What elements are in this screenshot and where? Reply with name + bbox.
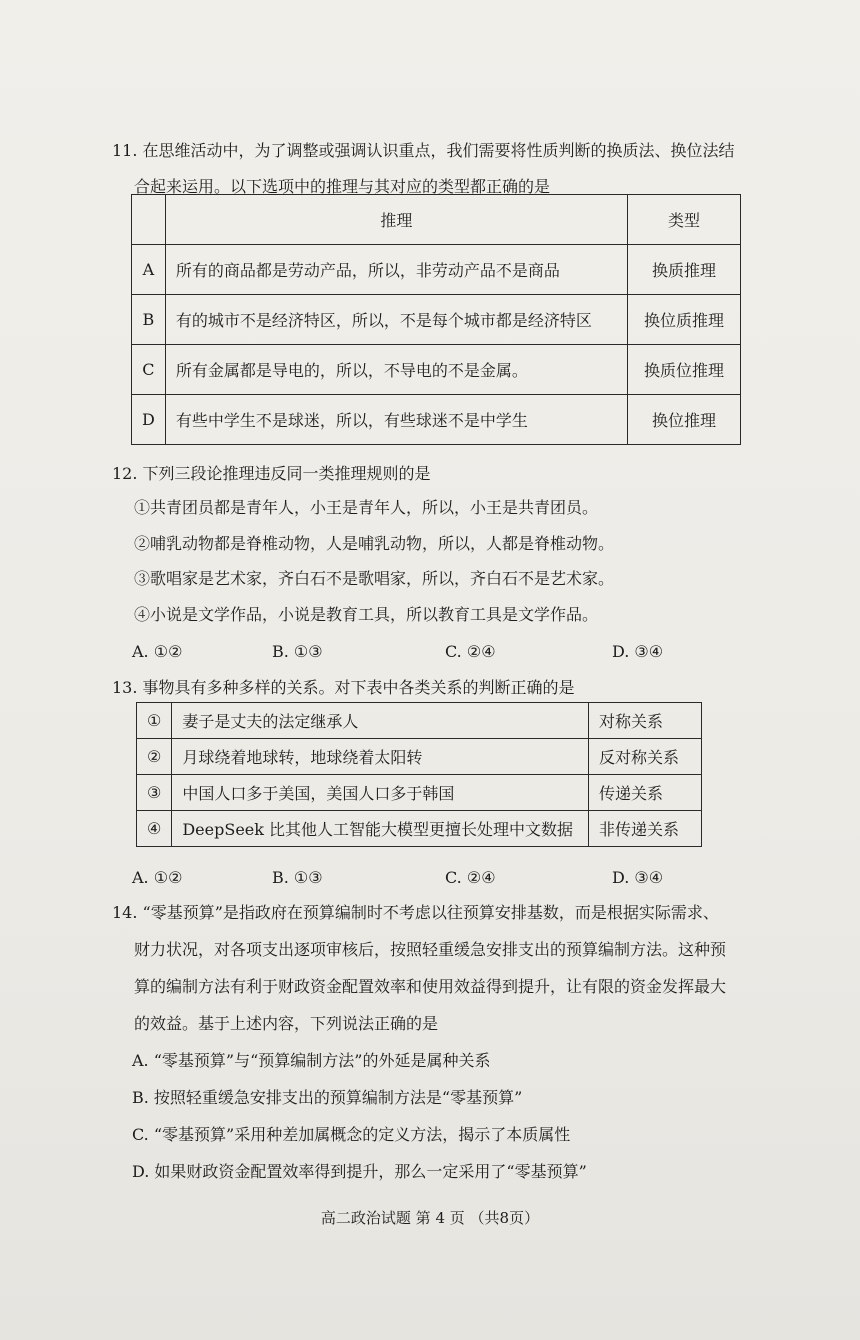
row-label: A: [132, 245, 166, 295]
row-content: 月球绕着地球转，地球绕着太阳转: [172, 739, 589, 775]
row-label: D: [132, 395, 166, 445]
q14-stem-line4: 的效益。基于上述内容，下列说法正确的是: [134, 1014, 439, 1033]
row-label: B: [132, 295, 166, 345]
q13-stem: 13. 事物具有多种多样的关系。对下表中各类关系的判断正确的是: [112, 678, 575, 697]
row-reasoning: 所有金属都是导电的，所以，不导电的不是金属。: [165, 345, 627, 395]
row-type: 换质推理: [628, 245, 741, 295]
q13-option-b: B. ①③: [272, 868, 323, 887]
q14-stem-line3: 算的编制方法有利于财政资金配置效率和使用效益得到提升，让有限的资金发挥最大: [134, 977, 727, 996]
row-relation: 非传递关系: [589, 811, 702, 847]
table-header-cell: 推理: [165, 195, 627, 245]
q12-option-a: A. ①②: [132, 642, 183, 661]
table-header-cell: [132, 195, 166, 245]
q14-option-a: A. “零基预算”与“预算编制方法”的外延是属种关系: [132, 1051, 491, 1070]
q13-table: [136, 702, 702, 847]
row-reasoning: 有的城市不是经济特区，所以，不是每个城市都是经济特区: [165, 295, 627, 345]
q12-option-d: D. ③④: [612, 642, 664, 661]
row-relation: 反对称关系: [589, 739, 702, 775]
row-content: 中国人口多于美国，美国人口多于韩国: [172, 775, 589, 811]
table-row: [137, 739, 702, 775]
row-num: ③: [137, 775, 172, 811]
row-type: 换位推理: [628, 395, 741, 445]
q12-item-4: ④小说是文学作品，小说是教育工具，所以教育工具是文学作品。: [134, 605, 599, 624]
row-reasoning: 有些中学生不是球迷，所以，有些球迷不是中学生: [165, 395, 627, 445]
q11-stem-line1: 11. 在思维活动中，为了调整或强调认识重点，我们需要将性质判断的换质法、换位法结: [112, 141, 735, 160]
table-row: [132, 245, 741, 295]
row-relation: 对称关系: [589, 703, 702, 739]
row-type: 换质位推理: [628, 345, 741, 395]
q12-item-2: ②哺乳动物都是脊椎动物，人是哺乳动物，所以，人都是脊椎动物。: [134, 534, 615, 553]
q12-options: [0, 642, 860, 664]
row-reasoning: 所有的商品都是劳动产品，所以，非劳动产品不是商品: [165, 245, 627, 295]
row-relation: 传递关系: [589, 775, 702, 811]
table-row: [137, 775, 702, 811]
q13-options: [0, 868, 860, 890]
q12-option-c: C. ②④: [445, 642, 496, 661]
table-row: [132, 395, 741, 445]
q13-option-d: D. ③④: [612, 868, 664, 887]
q14-option-b: B. 按照轻重缓急安排支出的预算编制方法是“零基预算”: [132, 1088, 523, 1107]
row-content: DeepSeek 比其他人工智能大模型更擅长处理中文数据: [172, 811, 589, 847]
table-header-cell: 类型: [628, 195, 741, 245]
q12-option-b: B. ①③: [272, 642, 323, 661]
q11-stem-line2: 合起来运用。以下选项中的推理与其对应的类型都正确的是: [134, 177, 551, 196]
table-row: [137, 703, 702, 739]
page-footer: 高二政治试题 第 4 页 （共8页）: [320, 1209, 540, 1227]
q14-option-d: D. 如果财政资金配置效率得到提升，那么一定采用了“零基预算”: [132, 1162, 587, 1181]
row-num: ②: [137, 739, 172, 775]
q12-item-3: ③歌唱家是艺术家，齐白石不是歌唱家，所以，齐白石不是艺术家。: [134, 569, 615, 588]
row-content: 妻子是丈夫的法定继承人: [172, 703, 589, 739]
q12-stem: 12. 下列三段论推理违反同一类推理规则的是: [112, 464, 431, 483]
table-row: [132, 345, 741, 395]
q13-option-c: C. ②④: [445, 868, 496, 887]
row-label: C: [132, 345, 166, 395]
q14-stem-line1: 14. “零基预算”是指政府在预算编制时不考虑以往预算安排基数，而是根据实际需求、: [112, 903, 719, 922]
table-row: [132, 295, 741, 345]
row-type: 换位质推理: [628, 295, 741, 345]
q12-item-1: ①共青团员都是青年人，小王是青年人，所以，小王是共青团员。: [134, 498, 599, 517]
table-row: [137, 811, 702, 847]
row-num: ①: [137, 703, 172, 739]
table-header-row: [132, 195, 741, 245]
row-num: ④: [137, 811, 172, 847]
q11-table: [131, 194, 741, 445]
q13-option-a: A. ①②: [132, 868, 183, 887]
q14-option-c: C. “零基预算”采用种差加属概念的定义方法，揭示了本质属性: [132, 1125, 571, 1144]
q14-stem-line2: 财力状况，对各项支出逐项审核后，按照轻重缓急安排支出的预算编制方法。这种预: [134, 940, 727, 959]
